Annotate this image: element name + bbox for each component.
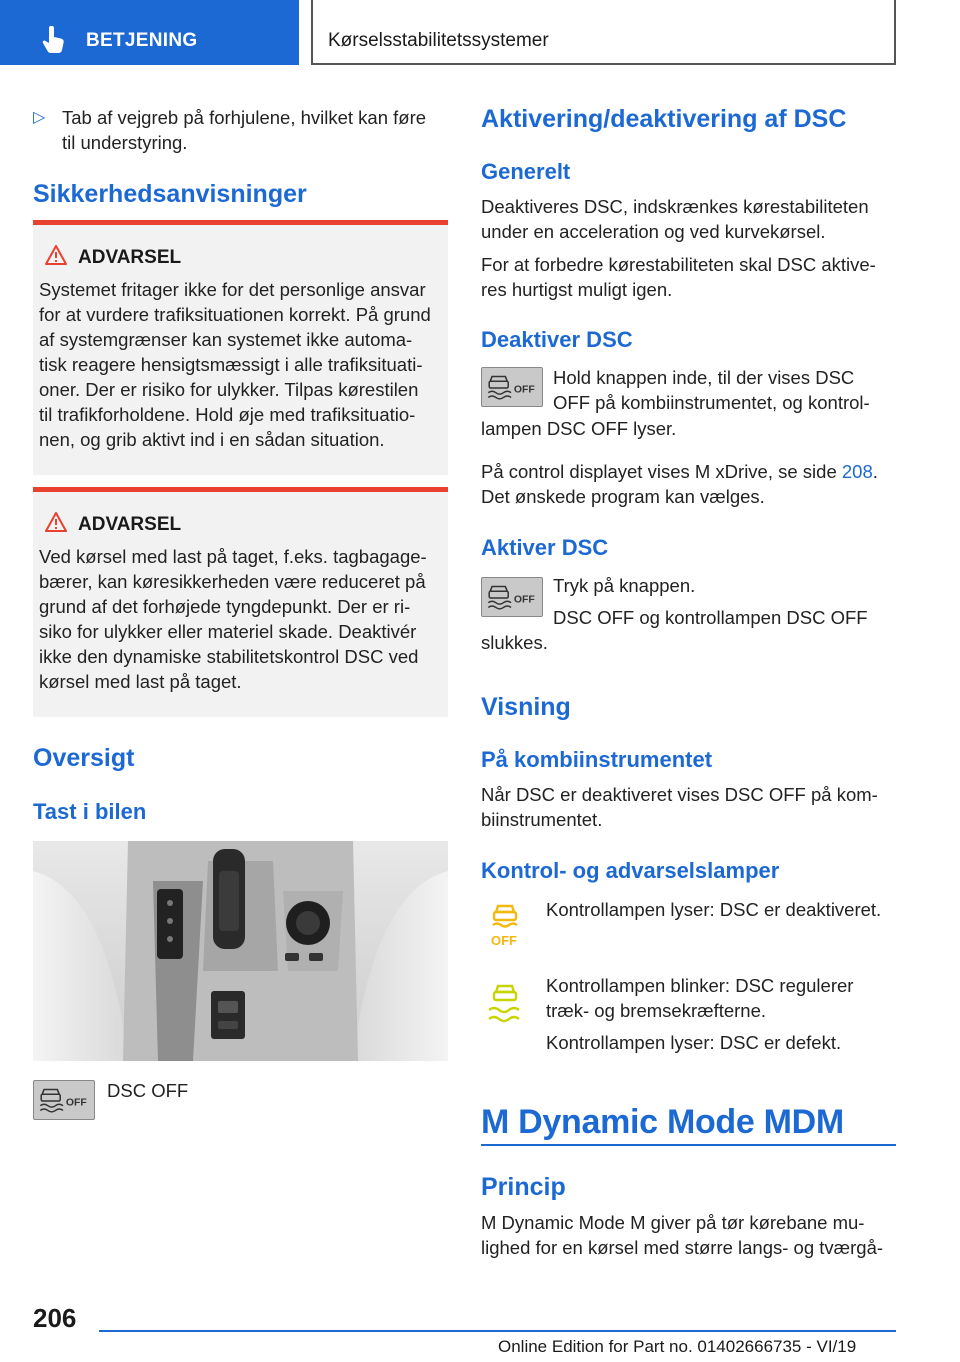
warning-triangle-icon [45, 245, 67, 265]
text-line: lighed for en kørsel med større langs- og tværgå- [481, 1237, 884, 1258]
text-line: For at forbedre kørestabiliteten skal DSC aktive- [481, 254, 876, 275]
cluster-heading: På kombiinstrumentet [481, 747, 713, 772]
warning-line: grund af det forhøjede tyngdepunkt. Der er ri- [39, 596, 411, 617]
overview-heading: Oversigt [33, 744, 135, 772]
activate-line: slukkes. [481, 632, 548, 653]
section-label: BETJENING [86, 30, 198, 51]
svg-text:OFF: OFF [491, 933, 517, 948]
general-paragraph-2 [481, 252, 896, 302]
text-line: Det ønskede program kan vælges. [481, 486, 765, 507]
warning-title: ADVARSEL [78, 514, 182, 535]
warning-line: oner. Der er risiko for ulykker. Tilpas kørestilen [39, 379, 419, 400]
dsc-off-button-icon [33, 1080, 95, 1120]
control-display-paragraph [481, 459, 901, 509]
warning-line: for at vurdere trafiksituationen korrekt. På grund [39, 304, 431, 325]
warning-line: Ved kørsel med last på taget, f.eks. tagbagage- [39, 546, 427, 567]
deactivate-line: lampen DSC OFF lyser. [481, 418, 677, 439]
car-console-photo [33, 841, 448, 1061]
control-display-line [481, 459, 901, 484]
warning-line: af systemgrænser kan systemet ikke automa- [39, 329, 413, 350]
dsc-off-lamp-icon [485, 900, 525, 950]
warning-line: kørsel med last på taget. [39, 671, 242, 692]
page-link[interactable]: 208 [841, 461, 873, 482]
warning-line: nen, og grib aktivt ind i en sådan situation. [39, 429, 385, 450]
activate-line: DSC OFF og kontrollampen DSC OFF [553, 607, 868, 628]
text-line: res hurtigst muligt igen. [481, 279, 673, 300]
general-heading: Generelt [481, 159, 571, 184]
cluster-paragraph [481, 782, 896, 832]
safety-heading: Sikkerhedsanvisninger [33, 180, 307, 208]
edition-text: Online Edition for Part no. 01402666735 - VI/19 [498, 1337, 857, 1356]
topic-label: Kørselsstabilitetssystemer [328, 30, 549, 51]
bullet-item [62, 105, 448, 155]
warning-triangle-icon [45, 512, 67, 532]
key-heading: Tast i bilen [33, 799, 147, 824]
triangle-bullet-icon: ▷ [33, 109, 46, 126]
section-tab [0, 0, 299, 65]
activate-heading: Aktiver DSC [481, 535, 609, 560]
heading-underline [481, 1144, 896, 1146]
warning-box [33, 487, 448, 717]
text-line: Deaktiveres DSC, indskrænkes kørestabiliteten [481, 196, 869, 217]
principle-heading: Princip [481, 1173, 566, 1201]
text-line: biinstrumentet. [481, 809, 603, 830]
dsc-off-button-icon [481, 367, 543, 407]
svg-text:OFF: OFF [65, 1097, 87, 1109]
lamp1-text: Kontrollampen lyser: DSC er deaktiveret. [546, 899, 882, 920]
deactivate-line: OFF på kombiinstrumentet, og kontrol- [553, 392, 870, 413]
dsc-active-lamp-icon [483, 980, 527, 1030]
topic-tab [311, 0, 896, 65]
pointing-hand-icon [40, 26, 66, 54]
console-illustration [33, 841, 448, 1061]
deactivate-line: Hold knappen inde, til der vises DSC [553, 367, 855, 388]
warning-line: ikke den dynamiske stabilitetskontrol DSC ved [39, 646, 419, 667]
warning-line: Systemet fritager ikke for det personlige ansvar [39, 279, 426, 300]
warning-line: til trafikforholdene. Hold øje med trafiksituatio- [39, 404, 416, 425]
lamp2-line: træk- og bremsekræfterne. [546, 1000, 767, 1021]
bullet-line: til understyring. [62, 132, 188, 153]
display-heading: Visning [481, 693, 571, 721]
svg-text:OFF: OFF [513, 594, 535, 606]
text-run: På control displayet vises M xDrive, se side [481, 461, 842, 482]
lamp2-line: Kontrollampen blinker: DSC regulerer [546, 975, 854, 996]
deactivate-heading: Deaktiver DSC [481, 327, 633, 352]
text-line: M Dynamic Mode M giver på tør kørebane mu- [481, 1212, 865, 1233]
svg-text:OFF: OFF [513, 384, 535, 396]
page-number: 206 [33, 1303, 77, 1333]
text-line: under en acceleration og ved kurvekørsel. [481, 221, 826, 242]
general-paragraph [481, 194, 896, 244]
lamps-heading: Kontrol- og advarselslamper [481, 858, 780, 883]
warning-line: siko for ulykker eller materiel skade. Deaktivér [39, 621, 417, 642]
dsc-off-button-icon [481, 577, 543, 617]
warning-box [33, 220, 448, 475]
warning-body [39, 544, 444, 694]
bullet-line: Tab af vejgreb på forhjulene, hvilket kan føre [62, 107, 427, 128]
footer-rule [99, 1330, 896, 1332]
text-line: Når DSC er deaktiveret vises DSC OFF på kom- [481, 784, 878, 805]
button-caption: DSC OFF [107, 1080, 189, 1101]
warning-line: tisk reagere hensigtsmæssigt i alle trafiksituati- [39, 354, 423, 375]
lamp2-extra: Kontrollampen lyser: DSC er defekt. [546, 1032, 842, 1053]
warning-body [39, 277, 444, 452]
warning-line: bærer, kan køresikkerheden være reduceret på [39, 571, 426, 592]
principle-paragraph [481, 1210, 901, 1260]
main-heading: Aktivering/deaktivering af DSC [481, 105, 847, 133]
activate-line: Tryk på knappen. [553, 575, 696, 596]
warning-title: ADVARSEL [78, 247, 182, 268]
text-run: . [872, 461, 878, 482]
mdm-heading: M Dynamic Mode MDM [481, 1103, 844, 1141]
